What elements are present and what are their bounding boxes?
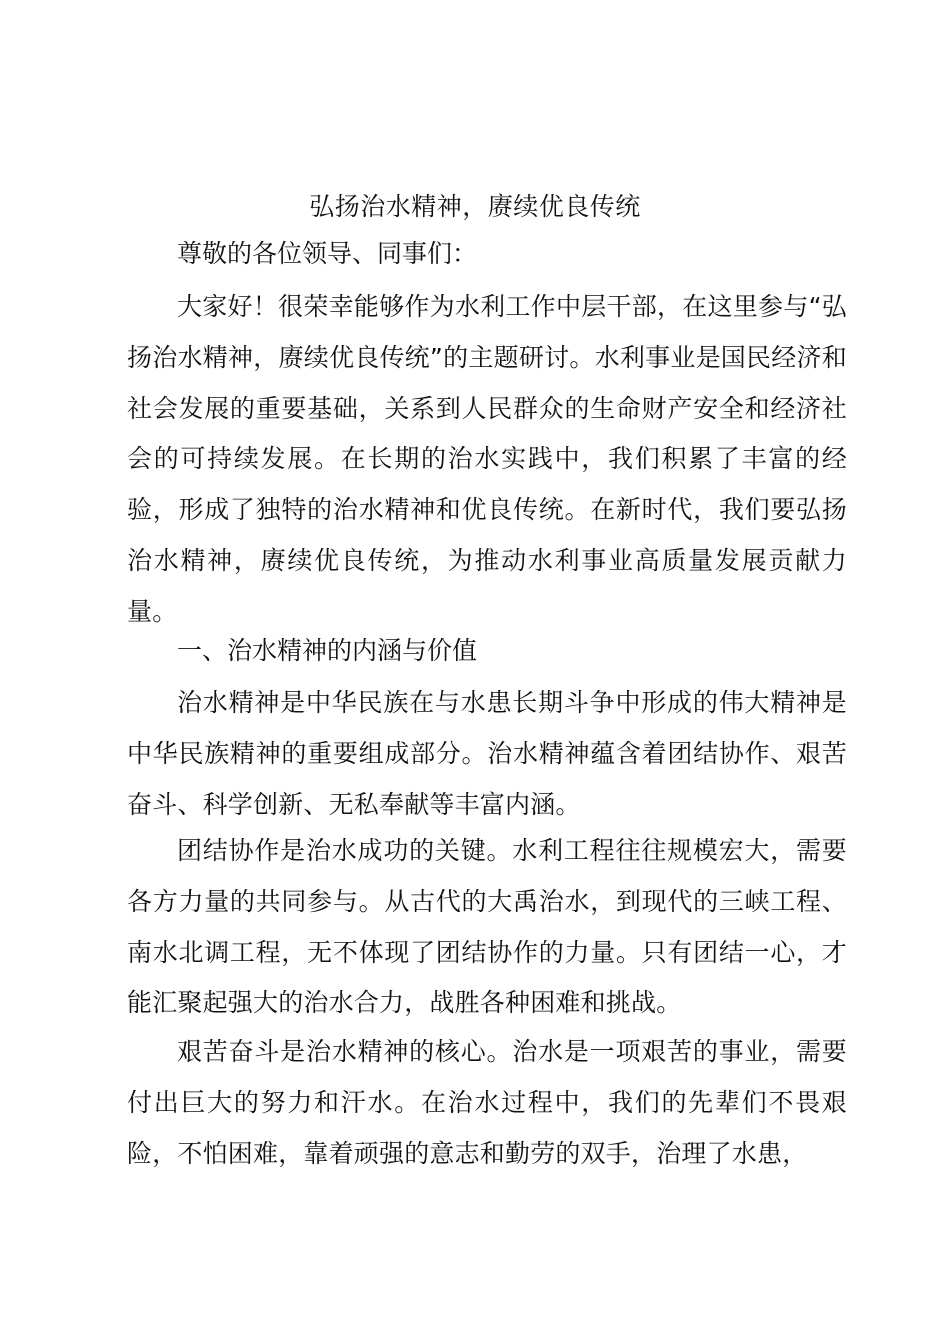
body-paragraph: 治水精神是中华民族在与水患长期斗争中形成的伟大精神是中华民族精神的重要组成部分。治水精神蕴含着团结协作、艰苦奋斗、科学创新、无私奉献等丰富内涵。: [127, 688, 847, 819]
greeting-line: 尊敬的各位领导、同事们：: [177, 239, 478, 268]
body-paragraph: 艰苦奋斗是治水精神的核心。治水是一项艰苦的事业，需要付出巨大的努力和汗水。在治水过程中，我们的先辈们不畏艰险，不怕困难，靠着顽强的意志和勤劳的双手，治理了水患，: [127, 1037, 847, 1168]
section-heading: 一、治水精神的内涵与价值: [177, 636, 478, 665]
intro-paragraph: 大家好！很荣幸能够作为水利工作中层干部，在这里参与“弘扬治水精神，赓续优良传统”的主题研讨。水利事业是国民经济和社会发展的重要基础，关系到人民群众的生命财产安全和经济社会的可持续发展。在长期的治水实践中，我们积累了丰富的经验，形成了独特的治水精神和优良传统。在新时代，我们要弘扬治水精神，赓续优良传统，为推动水利事业高质量发展贡献力量。: [127, 292, 847, 626]
document-title: 弘扬治水精神，赓续优良传统: [309, 192, 641, 221]
body-paragraph: 团结协作是治水成功的关键。水利工程往往规模宏大，需要各方力量的共同参与。从古代的大禹治水，到现代的三峡工程、南水北调工程，无不体现了团结协作的力量。只有团结一心，才能汇聚起强大的治水合力，战胜各种困难和挑战。: [127, 836, 847, 1018]
